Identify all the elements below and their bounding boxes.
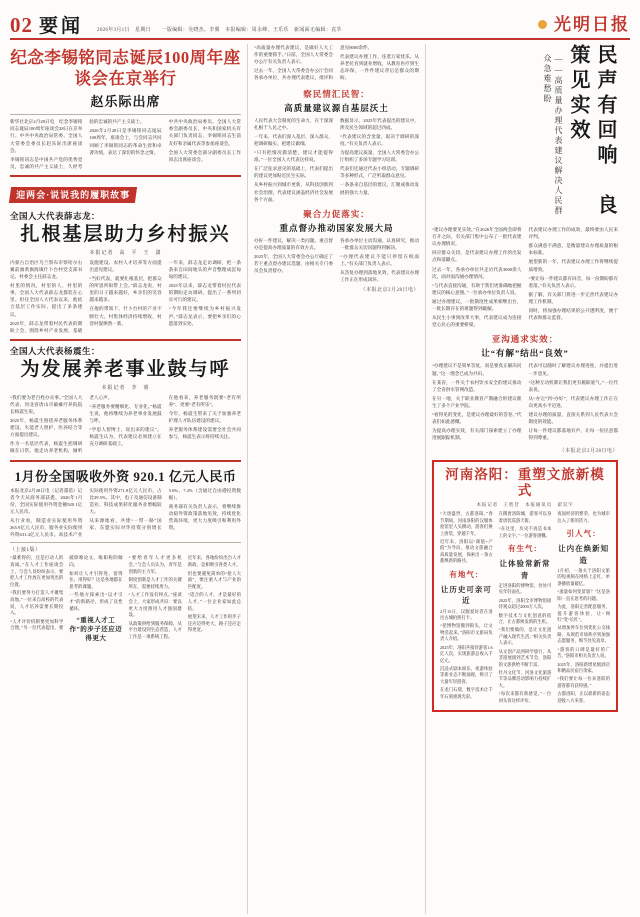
column-left: [10, 44, 248, 914]
story-paragraph: 从增加停车位到优化公交线路，从规范市场秩序到加强志愿服务，细节处见真章。: [557, 625, 610, 644]
lead-paragraph: 李锡铭同志是中国共产党的优秀党员，忠诚的共产主义战士，久经考验的忠诚的共产主义战士。: [10, 119, 145, 169]
story-paragraph: 在龙门石窟，数字技术让千年石刻重现光彩。: [440, 687, 493, 699]
story-paragraph: 2025年，洛阳全市博物馆接待观众超过2000万人次。: [498, 597, 552, 610]
story-paragraph: 养老服务体系建设需要全社会共同参与，杨震生表示将持续关注。: [168, 427, 241, 440]
lead-body: [10, 118, 241, 170]
page-content: [10, 44, 630, 914]
story-paragraph: 从“办完”到“办好”，代表建议办理工作正在向更高水平迈进。: [528, 395, 618, 408]
story-paragraph: 为此，洛阳完善配套服务，提升游客体验，让“网红”变“长红”。: [557, 604, 610, 622]
feature-section-subtitle: 让内在焕新知造: [558, 544, 610, 565]
sun-icon: [538, 20, 547, 29]
story-paragraph: “游客的口碑是最好的广告。”洛阳市相关负责人说。: [557, 646, 610, 659]
feature-byline: 本报记者 王胜昔 本报通讯员 翟昊宇: [476, 502, 574, 508]
feature-box: [432, 460, 618, 712]
vertical-headline: 民声有回响 良策见实效: [567, 44, 616, 219]
story-paragraph: 从答复办理到落地见效，代表建议办理工作正在形成闭环。: [340, 270, 419, 283]
mid-section2-body: [254, 237, 419, 284]
right-top-body: [432, 226, 618, 328]
story-paragraph: 在另一地，关于职业教育产教融合的建议催生了多个产业学院。: [432, 395, 522, 408]
story-paragraph: “办理建议不是简单答复，而是要真正解决问题。”这一理念已成为共识。: [432, 363, 522, 376]
story-paragraph: 古都洛阳，正以崭新的姿态迎接八方来客。: [557, 691, 610, 703]
story-paragraph: 2025年，全国人大常委会办公厅确定了若干重点督办建议选题，由相关专门委员会负责督办。: [254, 253, 333, 274]
feature-section-subtitle: 让历史可亲可近: [440, 585, 492, 606]
masthead: [10, 6, 630, 40]
story-paragraph: 沉浸式剧本娱乐、夜游体验等新业态不断涌现，吸引了大量年轻游客。: [440, 666, 493, 684]
divider: [10, 460, 241, 462]
mid-section1-title: 察民情汇民智：: [303, 88, 370, 99]
story-paragraph: 但也要避免简单的“抢人大战”，要注重人才与产业的匹配度。: [187, 570, 241, 589]
masthead-info-line: 2026年3月1日 星期日 一版编辑：吴晓杰、李翼 本报编辑：周永峰、王乐乐 新闻面无编辑：袁萃: [97, 28, 342, 33]
feature-section-title: 有地气：: [449, 569, 484, 579]
story-paragraph: 2025年，洛阳新增星级酒店和精品民宿百余家。: [557, 661, 610, 674]
story-paragraph: 让每一件建议都落地有声，让每一份民意都得到尊重。: [528, 428, 618, 441]
lead-paragraph: 2026年2月28日是李锡铭同志诞辰100周年。座谈会上，与会同志共同回顾了李锡铭同志的革命生涯和卓著功绩，表达了深切的怀念之情。: [89, 128, 162, 155]
story-paragraph: 在隋唐洛阳城，游客可以身着唐装巡游天街。: [498, 511, 552, 523]
story-paragraph: 今年，杨震生带来了关于加强养老护理人才队伍建设的建议。: [168, 410, 241, 424]
feature-body: [440, 511, 610, 705]
story-paragraph: “大唐盛世，古都洛阳。”春节期间，河南洛阳的汉服体验馆里人头攒动，游客们换上唐装，穿越千年。: [440, 511, 493, 536]
story-paragraph: 过去一年，各承办单位共走访代表3000余人次，面对面沟通办理情况。: [432, 266, 522, 279]
story-paragraph: “只有把情况摸清楚，建议才能提得准。”一位全国人大代表这样说。: [254, 149, 333, 163]
story-paragraph: 近年来，各地纷纷出台人才新政，竞相吸引各类人才。: [187, 555, 241, 567]
right-section-title: 亚沟通求实效：: [491, 334, 559, 345]
story-paragraph: “养老服务要精细化、专业化。”杨震生说，他将继续为养老事业发展鼓与呼。: [89, 403, 162, 424]
story-paragraph: “代表建议的含金量，取决于调研的深度。”有关负责人表示。: [340, 133, 419, 146]
story-paragraph: 一年来，代表们深入基层、深入群众，把调研做实、把建议做细。: [254, 133, 333, 146]
story-paragraph: 1月初，一条关于洛阳文旅的短视频在网络上走红，单条播放量破亿。: [557, 567, 610, 586]
lead-subheadline: 赵乐际出席: [90, 94, 161, 110]
story-paragraph: 一年来，薛志龙走访调研，把一条条来自田间地头的声音整理成沉甸甸的建议。: [168, 259, 241, 280]
right-section-body: [432, 362, 618, 443]
story-paragraph: 在他看来，养老服务既要“老有所养”，更要“老有所乐”。: [168, 394, 241, 407]
story-paragraph: 通过办理建议，一批制度性成果相继出台，一批长期存在的难题得到破解。: [432, 298, 522, 312]
story-paragraph: 从文创产品到研学旅行，从非遗展演到艺术节会，洛阳的文旅供给不断丰富。: [498, 648, 552, 667]
story2-eyebrow: 全国人大代表杨震生：: [10, 345, 101, 356]
story-paragraph: 作为一名基层代表，杨震生把调研做在日常。他走访养老机构，倾听老人心声。: [10, 394, 113, 454]
story-paragraph: 为提高建议质量，全国人大常委会办公厅组织了多场专题学习培训。: [340, 149, 419, 163]
story-paragraph: “我们要做的，是让文化遗产融入现代生活。”相关负责人表示。: [498, 627, 552, 646]
story-paragraph: 从乡村振兴到城市更新，从科技创新到社会治理，代表建议涵盖经济社会发展各个方面。: [254, 182, 333, 202]
story-paragraph: “要给青年人才更多机会。”与会人员认为，青年是创新的主力军。: [128, 555, 182, 574]
lead-paragraph: 中共中央政治局委员、全国人大常委会副委员长，中央和国家机关有关部门负责同志，李锡铭同志生前友好和亲属代表等参加座谈会。: [168, 119, 241, 146]
story2-byline: 本报记者 李 睿: [101, 385, 150, 391]
story-paragraph: 从政策供给到服务保障，从平台建设到生态营造，人才工作是一项系统工程。: [128, 620, 182, 640]
story-paragraph: 近年来，洛阳以“颜值+产值”为导向，推动文旅融合高质量发展，探索出一条古都焕新的路径。: [440, 539, 493, 564]
story-paragraph: 在广泛征求意见的基础上，代表们提出的建议更加贴近民生实际。: [254, 166, 333, 179]
continuation-label: （上接1版）: [10, 548, 41, 554]
story-paragraph: “学思人智博士，说出来的建议”。杨震生认为，代表建议必须建立在充分调研基础上。: [89, 427, 162, 447]
story-paragraph: 建议办理的质量，直接关系到人民代表大会制度的效能。: [528, 412, 618, 425]
story-paragraph: 同时，将加强办理结果的公开透明度，便于代表和群众监督。: [528, 308, 618, 321]
story1-headline: 扎根基层助力乡村振兴: [20, 224, 231, 246]
story-paragraph: “我们要努力打造人才聚集高地。”一位来自高校的代表说，人才培养需要长期投入。: [10, 590, 64, 616]
story-paragraph: “最难得的，还是打动人的真诚。”在人才工作座谈会上，与会人员纷纷表示，要把人才工作放在更加突出的位置。: [10, 555, 64, 587]
divider: [10, 339, 241, 341]
story1-eyebrow: 全国人大代表薛志龙：: [10, 211, 101, 222]
story-paragraph: 在某省，一件关于农村饮水安全的建议推动了全省供水管网改造。: [432, 379, 522, 392]
story-paragraph: 一条条来自基层的建议，汇聚成推动发展的强大力量。: [340, 182, 419, 195]
story-paragraph: 办好一件建议，解决一类问题。重点督办是提高办理质量的有效方式。: [254, 237, 333, 250]
story-paragraph: 村里的情况，村里的人，村里的事，全国人大代表薛志龙都装在心里。担任全国人大代表以来，他结合基层工作实际，提出了多条建议。: [10, 283, 83, 317]
story-paragraph: 展望新的一年，代表建议办理工作将继续提质增效。: [528, 259, 618, 272]
story-paragraph: 数字技术与文化创意的结合，让古都焕发新的生机。: [498, 612, 552, 624]
lead-dateline: 新华社北京2月28日电 纪念李锡铭同志诞辰100周年座谈会28日在京举行。中共中央政治局常委、全国人大常委会委员长赵乐际出席座谈会。: [10, 119, 83, 153]
story-paragraph: 代表们还通过代表小组活动、专题调研等多种形式，广泛听取群众意见。: [340, 166, 419, 179]
story-paragraph: 为提高办理实效，有关部门探索建立了办理进展跟踪机制。: [432, 428, 522, 441]
mid-section1-subtitle: 高质量建议源自基层沃土: [284, 102, 389, 113]
vertical-subtitle: ——高质量办理代表建议解决人民群众急难愁盼: [543, 54, 563, 216]
story-paragraph: 如何让人才引得进、留得住、用得好？这是各地都在思考的课题。: [69, 570, 123, 589]
feature-section-title: 引人气：: [566, 529, 601, 539]
mid-section2-subtitle: 重点督办推动国家发展大局: [279, 222, 394, 233]
story-paragraph: “当好代表，就要扎根基层，把群众的所思所盼带上会。”薛志龙说，村里的日子越来越好，乡亲们的笑容越来越多。: [89, 276, 162, 303]
mid-intro-body: [254, 44, 419, 83]
story-paragraph: 2025年以来，薛志龙带着村民代表的期盼走访调研，提出了一系列切实可行的建议。: [168, 283, 241, 303]
story-paragraph: “在这里，历史不再是书本上的文字。”一位游客感慨。: [498, 526, 552, 538]
story-paragraph: “建议办理要见实效。”在2026年全国两会即将召开之际，有关部门集中公布了一批代表建议办理情况。: [432, 227, 522, 247]
divider: [10, 114, 241, 115]
story-paragraph: 代表可以随时了解建议办理进度，并提出进一步意见。: [528, 363, 618, 376]
story-paragraph: “我们要让每一位来洛阳的游客都有获得感。”: [557, 676, 610, 688]
column-right: [426, 44, 618, 914]
divider: [10, 175, 241, 177]
story-paragraph: “我们要为老百姓办实事。”全国人大代表、河北省唐山市截瘫疗养院院长杨震生说。: [10, 394, 83, 414]
story-paragraph: 群众满意不满意，是衡量建议办理质量的根本标准。: [528, 243, 618, 256]
right-section-footer: （本报北京2月28日电）: [559, 448, 618, 454]
story1-body: [10, 259, 241, 334]
story-paragraph: 内蒙古自治区乌兰察布市察哈尔右翼前旗黄旗海镇什卜台村党支部书记、村委会主任薛志龙。: [10, 259, 83, 280]
story-paragraph: “办理代表建议不能只停留在纸面上。”有关部门负责人表示。: [340, 253, 419, 267]
story-paragraph: “与代表直接沟通，有助于我们更准确地把握建议的核心意图。”一位承办单位负责人说。: [432, 282, 522, 295]
story-paragraph: “人才工作没有终点。”座谈会上，大家形成共识：要以更大力度推进人才强国建设。: [128, 592, 182, 618]
lead-headline: 纪念李锡铭同志诞辰100周年座谈会在京举行: [10, 48, 241, 88]
story-paragraph: 各承办单位主动沟通、认真研究，推动一批群众关切问题得到解决。: [340, 237, 419, 250]
story-dateline: 本报北京2月28日电（记者董蓓）记者今天从商务部获悉，2026年1月份，全国实际使用外资金额920.1亿元人民币。: [10, 487, 83, 514]
story-paragraph: 代表建议办理工作，连着万家忧乐。从养老托育到就业增收，从教育医疗到生态环保，一件件建议背后是群众的期盼。: [340, 54, 419, 81]
series-kicker-label: 迎两会·说说我的履职故事: [16, 190, 131, 201]
story2-body: [10, 394, 241, 455]
story-paragraph: 回应群众关切，是代表建议办理工作的出发点和落脚点。: [432, 250, 522, 263]
divider: [10, 542, 241, 543]
story-paragraph: “要让每一件建议都有回音，每一份期盼都有着落。”有关负责人表示。: [528, 275, 618, 288]
bottom-left-body: [10, 555, 241, 643]
story-paragraph: 人民代表大会制度的生命力，在于深深扎根于人民之中。: [254, 117, 333, 130]
feature-vertical-title-block: [432, 44, 618, 222]
story-paragraph: 2月15日，汉服爱好者在洛邑古城拍照打卡。: [440, 608, 493, 620]
story-paragraph: 商务部有关负责人表示，将继续推动稳外资政策落地见效，持续优化营商环境，更大力度吸引和利用外资。: [168, 503, 241, 531]
story-paragraph: “人才评价机制要更加科学合理。”另一位代表提出，要破除唯论文、唯职称的倾向。: [10, 555, 123, 631]
story-paragraph: “流量如何变留量？”这是洛阳一直在思考的问题。: [557, 589, 610, 601]
publication-title: 光明日报: [554, 15, 630, 34]
publication-logo: [538, 10, 630, 36]
section-name: 要闻: [39, 16, 84, 37]
story-paragraph: 制度创新是人才工作的关键所在，需要持续用力。: [128, 577, 182, 589]
story-paragraph: 牡丹文化节、河洛文化旅游节等品牌活动影响力持续扩大。: [498, 670, 552, 688]
story-paragraph: 代表建议办理工作的成效，最终要由人民来评判。: [528, 227, 618, 240]
mid-section2-title: 聚合力促落实：: [303, 208, 370, 219]
story-paragraph: 展望未来，人才工作的步子还应迈得更大，路子还应走得更宽。: [187, 614, 241, 633]
column-middle: [248, 44, 426, 914]
story-paragraph: 2025年，洛阳共接待游客1.6亿人次，实现旅游总收入千亿元。: [440, 644, 493, 663]
story-paragraph: “这种互动机制让我们更有履职底气。”一位代表说。: [528, 379, 618, 392]
mid-section2-footer: （本报北京2月28日电）: [360, 288, 419, 294]
feature-headline: 河南洛阳：重塑文旅新模式: [445, 466, 605, 499]
story-paragraph: 夜间经济的繁荣，也为城市注入了新的活力。: [557, 511, 610, 523]
story2-headline: 为发展养老事业鼓与呼: [20, 358, 231, 380]
series-kicker: [9, 187, 137, 203]
right-section-subtitle: 让“有解”结出“良效”: [481, 348, 569, 359]
story-paragraph: 走进洛阳的博物馆，处处可见年轻面孔。: [498, 582, 552, 595]
story-paragraph: “把博物馆搬到街头，让文物活起来。”洛阳市文旅局负责人介绍。: [440, 623, 493, 642]
data-story-headline: 1月份全国吸收外资 920.1 亿元人民币: [14, 468, 237, 484]
story-paragraph: “每次来都有新感觉。”一位回头客这样评价。: [498, 691, 552, 703]
lead-paragraph: 全国人大常委会部分副委员长工作同志出席座谈会。: [168, 149, 241, 162]
data-story-body: [10, 487, 241, 539]
story-paragraph: “看得见的变化，是建议办理最好的答卷。”代表们如此感慨。: [432, 412, 522, 425]
feature-section-title: 有生气：: [507, 544, 542, 554]
story-paragraph: “今年我还要继续为乡村振兴发声。”薛志龙表示，要把乡亲们的心愿落到实处。: [168, 306, 241, 326]
story-paragraph: 过去一年，全国人大常委会办公厅会同各承办单位，共办理代表建议、批评和意见8000余件。: [254, 45, 373, 81]
story-paragraph: 一些地方探索出“以才引才”的新路径，形成了良性循环。: [69, 592, 123, 611]
story-paragraph: 据了解，有关部门将进一步完善代表建议办理工作机制。: [528, 291, 618, 304]
pull-quote: “重视人才工作”的步子还应迈得更大: [69, 617, 123, 643]
story-paragraph: “适合的人才，才是最好的人才。”一位企业家如此总结。: [187, 592, 241, 611]
story-paragraph: 从行业看，制造业实际使用外资265.9亿元人民币，服务业实际使用外资631.4亿元人民币。高技术产业实际使用外资271.8亿元人民币，占比29.5%。其中，电子及通信设备制造业、科技成果转化服务业增幅较大。: [10, 487, 162, 538]
feature-section-subtitle: 让体验常新常青: [499, 559, 551, 580]
story-paragraph: “高质量办理代表建议，是做好人大工作的重要抓手。”日前，全国人大常委会办公厅有关负责人表示。: [254, 45, 333, 65]
mid-section1-body: [254, 117, 419, 203]
story-paragraph: 从来源地看，共建“一带一路”国家、东盟实际对华投资分别增长5.6%、7.2%（含通过自由港投资数据）。: [89, 487, 241, 531]
story1-byline: 本报记者 高 平 王 潇: [89, 250, 162, 256]
story-paragraph: 从民生小事到改革大事，代表建议成为连接党心民心的重要桥梁。: [432, 315, 522, 328]
story-paragraph: 2025年，杨震生围绕养老服务体系建设、失能老人照护、医养结合等方面提出建议。: [10, 418, 83, 438]
story-paragraph: 数据显示，2025年代表提出的建议中，涉及民生领域的超过四成。: [340, 117, 419, 130]
page-number: 02: [10, 13, 33, 37]
story-paragraph: 在他的带领下，什卜台村的产业不断壮大，村集体经济持续增收，村容村貌焕然一新。: [89, 306, 162, 326]
story-paragraph: 2025年，薛志龙带着村民代表的期盼上会，围绕乡村产业发展、基础设施建设、农村人才培养等方面提出意见建议。: [10, 259, 162, 333]
